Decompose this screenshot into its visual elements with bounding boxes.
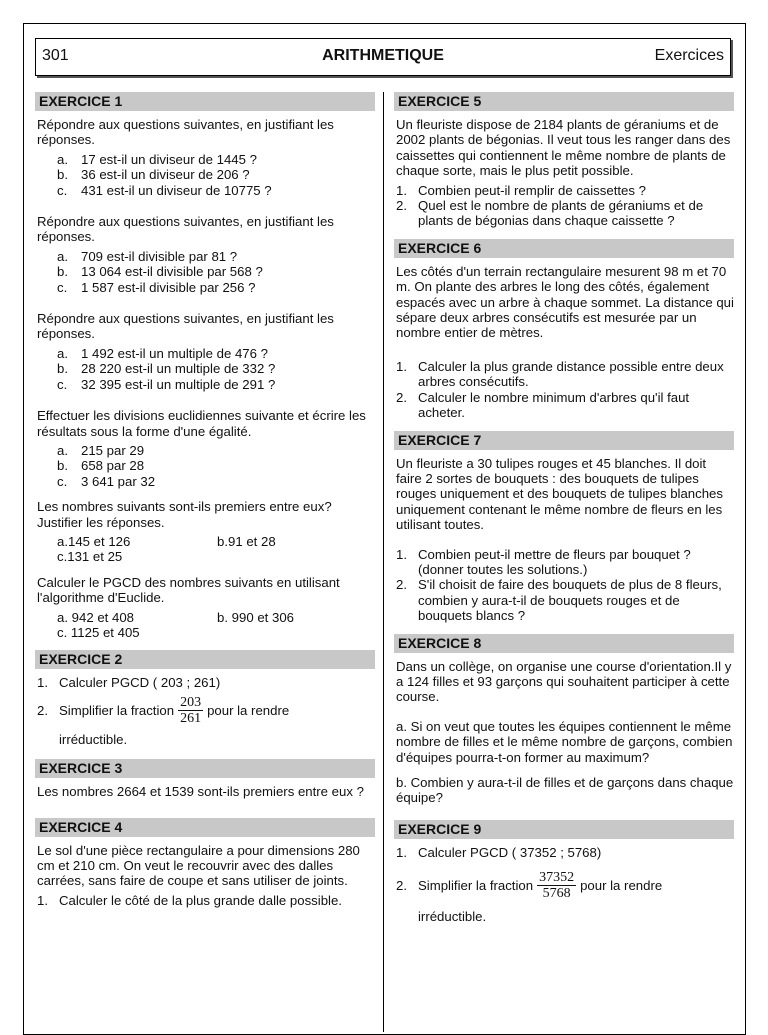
ex6-text: Les côtés d'un terrain rectangulaire mesurent 98 m et 70 m. On plante des arbres le long des côtés, également espacés avec un arbre à chaque sommet. La distance qui sépare deux arbres consécutifs est mesurée par un nombre entier de mètres. bbox=[396, 263, 734, 341]
ex1-pairs-6 bbox=[35, 610, 375, 641]
ex1-list-4 bbox=[35, 443, 375, 489]
list-item: c. 1125 et 405 bbox=[57, 624, 140, 640]
list-item: b. 28 220 est-il un multiple de 332 ? bbox=[57, 361, 276, 377]
ex1-list-2 bbox=[35, 249, 375, 295]
exercise-3-title: EXERCICE 3 bbox=[35, 759, 375, 778]
list-item: a. 17 est-il un diviseur de 1445 ? bbox=[57, 151, 257, 167]
chapter-number: 301 bbox=[42, 47, 69, 64]
ex1-intro-4: Effectuer les divisions euclidiennes suivante et écrire les résultats sous la forme d'une égalité. bbox=[37, 408, 366, 439]
list-item: 2. Simplifier la fraction $\frac{203}{261}$ pour la rendre bbox=[37, 694, 290, 726]
ex8-text: Dans un collège, on organise une course d'orientation.Il y a 124 filles et 93 garçons qui souhaitent participer à cette course. bbox=[396, 658, 732, 705]
list-item: 1. Combien peut-il mettre de fleurs par bouquet ? (donner toutes les solutions.) bbox=[396, 546, 691, 577]
column-divider bbox=[383, 92, 384, 1032]
ex1-intro-3: Répondre aux questions suivantes, en justifiant les réponses. bbox=[37, 311, 334, 342]
fraction: $\frac{37352}{5768}$ bbox=[539, 870, 575, 902]
ex5-text: Un fleuriste dispose de 2184 plants de géraniums et de 2002 plants de bégonias. Il veut tous les ranger dans des caissettes qui contiennent le même nombre de plants de chaque sorte, mais le plus petit possible. bbox=[396, 117, 731, 179]
ex9-item2-end: irréductible. bbox=[418, 909, 487, 925]
ex8-question-b: b. Combien y aura-t-il de filles et de garçons dans chaque équipe? bbox=[396, 775, 734, 806]
ex3-text: Les nombres 2664 et 1539 sont-ils premiers entre eux ? bbox=[37, 784, 364, 800]
list-item: b. 990 et 306 bbox=[217, 609, 294, 625]
ex1-intro-6: Calculer le PGCD des nombres suivants en utilisant l'algorithme d'Euclide. bbox=[37, 574, 340, 606]
exercise-8-title: EXERCICE 8 bbox=[394, 634, 734, 653]
ex1-list-3 bbox=[35, 346, 375, 392]
exercise-4-title: EXERCICE 4 bbox=[35, 818, 375, 837]
list-item: c. 431 est-il un diviseur de 10775 ? bbox=[57, 182, 272, 198]
list-item: b. 658 par 28 bbox=[57, 458, 145, 474]
page-title: ARITHMETIQUE bbox=[322, 47, 444, 64]
exercise-2-title: EXERCICE 2 bbox=[35, 650, 375, 669]
left-column bbox=[35, 92, 375, 908]
header-section-label: Exercices bbox=[654, 47, 724, 64]
list-item: c. 32 395 est-il un multiple de 291 ? bbox=[57, 376, 276, 392]
right-column bbox=[394, 92, 734, 929]
list-item: 1. Calculer le côté de la plus grande dalle possible. bbox=[37, 892, 342, 908]
list-item: a. 1 492 est-il un multiple de 476 ? bbox=[57, 345, 268, 361]
list-item: b.91 et 28 bbox=[217, 533, 276, 549]
list-item: c.131 et 25 bbox=[57, 549, 123, 565]
list-item: 2. Quel est le nombre de plants de géraniums et de plants de bégonias dans chaque caissette ? bbox=[396, 198, 704, 229]
list-item: a. 215 par 29 bbox=[57, 442, 145, 458]
list-item: 1. Calculer PGCD ( 37352 ; 5768) bbox=[396, 844, 602, 860]
list-item: c. 3 641 par 32 bbox=[57, 473, 156, 489]
ex1-intro-2: Répondre aux questions suivantes, en justifiant les réponses. bbox=[37, 214, 334, 245]
list-item: b. 36 est-il un diviseur de 206 ? bbox=[57, 167, 250, 183]
ex1-list-1 bbox=[35, 152, 375, 198]
list-item: 1. Combien peut-il remplir de caissettes ? bbox=[396, 182, 646, 198]
list-item: 1. Calculer PGCD ( 203 ; 261) bbox=[37, 675, 221, 691]
ex1-intro-1: Répondre aux questions suivantes, en justifiant les réponses. bbox=[37, 117, 334, 148]
ex8-question-a: a. Si on veut que toutes les équipes contiennent le même nombre de filles et le même nombre de garçons, combien d'équipes pourra-t-on former au maximum? bbox=[396, 718, 733, 765]
list-item: 2. S'il choisit de faire des bouquets de plus de 8 fleurs, combien y aura-t-il de bouquets rouges et de bouquets blancs ? bbox=[396, 577, 722, 624]
exercise-5-title: EXERCICE 5 bbox=[394, 92, 734, 111]
ex1-intro-5: Les nombres suivants sont-ils premiers entre eux? Justifier les réponses. bbox=[37, 499, 332, 530]
ex2-item2-end: irréductible. bbox=[59, 731, 128, 747]
list-item: 1. Calculer la plus grande distance possible entre deux arbres consécutifs. bbox=[396, 358, 724, 390]
list-item: a.145 et 126 bbox=[57, 533, 131, 549]
list-item: c. 1 587 est-il divisible par 256 ? bbox=[57, 279, 256, 295]
list-item: b. 13 064 est-il divisible par 568 ? bbox=[57, 264, 263, 280]
exercise-9-title: EXERCICE 9 bbox=[394, 820, 734, 839]
page-header bbox=[35, 38, 731, 76]
exercise-6-title: EXERCICE 6 bbox=[394, 239, 734, 258]
list-item: 2. Simplifier la fraction $\frac{37352}{5768}$ pour la rendre bbox=[396, 870, 663, 902]
ex7-text: Un fleuriste a 30 tulipes rouges et 45 blanches. Il doit faire 2 sortes de bouquets : des bouquets de tulipes rouges uniquement et des bouquets de tulipes blanches uniquement contenant le même nombre de fleurs en les utilisant toutes. bbox=[396, 455, 723, 533]
list-item: 2. Calculer le nombre minimum d'arbres qu'il faut acheter. bbox=[396, 389, 690, 421]
exercise-1-title: EXERCICE 1 bbox=[35, 92, 375, 111]
list-item: a. 709 est-il divisible par 81 ? bbox=[57, 248, 238, 264]
fraction: $\frac{203}{261}$ bbox=[180, 694, 202, 726]
exercise-7-title: EXERCICE 7 bbox=[394, 431, 734, 450]
list-item: a. 942 et 408 bbox=[57, 609, 134, 625]
ex1-pairs-5 bbox=[35, 534, 375, 565]
ex4-text: Le sol d'une pièce rectangulaire a pour dimensions 280 cm et 210 cm. On veut le recouvrir avec des dalles carrées, sans faire de coupe et sans utiliser de joints. bbox=[37, 842, 360, 889]
